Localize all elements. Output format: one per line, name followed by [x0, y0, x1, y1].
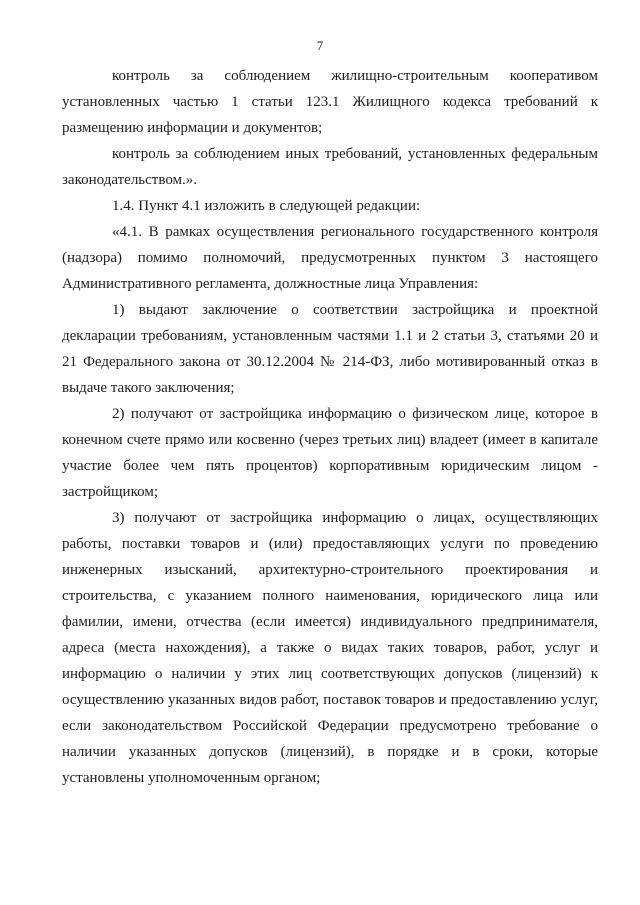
paragraph: 2) получают от застройщика информацию о физическом лице, которое в конечном счете прямо или косвенно (через третьих лиц) владеет (имеет в капитале участие более чем пять процентов) корпоративным юридическим лицом - застройщиком; — [62, 406, 598, 500]
paragraph: 1) выдают заключение о соответствии застройщика и проектной декларации требованиям, установленным частями 1.1 и 2 статьи 3, статьями 20 и 21 Федерального закона от 30.12.2004 № 214-ФЗ, либо мотивированный отказ в выдаче такого заключения; — [62, 302, 598, 396]
paragraph: 3) получают от застройщика информацию о лицах, осуществляющих работы, поставки товаров и (или) предоставляющих услуги по проведению инженерных изысканий, архитектурно-строительного проектирования и строительства, с указанием полного наименования, юридического лица или фамилии, имени, отчества (если имеется) индивидуального предпринимателя, адреса (места нахождения), а также о видах таких товаров, работ, услуг и информацию о наличии у этих лиц соответствующих допусков (лицензий) к осуществлению указанных видов работ, поставок товаров и предоставлению услуг, если законодательством Российской Федерации предусмотрено требование о наличии указанных допусков (лицензий), в порядке и в сроки, которые установлены уполномоченным органом; — [62, 510, 598, 786]
page-number: 7 — [316, 38, 324, 53]
paragraph: «4.1. В рамках осуществления регионального государственного контроля (надзора) помимо полномочий, предусмотренных пунктом 3 настоящего Административного регламента, должностные лица Управления: — [62, 224, 598, 292]
paragraph: 1.4. Пункт 4.1 изложить в следующей редакции: — [112, 198, 421, 214]
paragraph: контроль за соблюдением иных требований, установленных федеральным законодательством.». — [62, 146, 598, 188]
document-body — [62, 63, 598, 791]
paragraph: контроль за соблюдением жилищно-строительным кооперативом установленных частью 1 статьи 123.1 Жилищного кодекса требований к размещению информации и документов; — [62, 68, 598, 136]
